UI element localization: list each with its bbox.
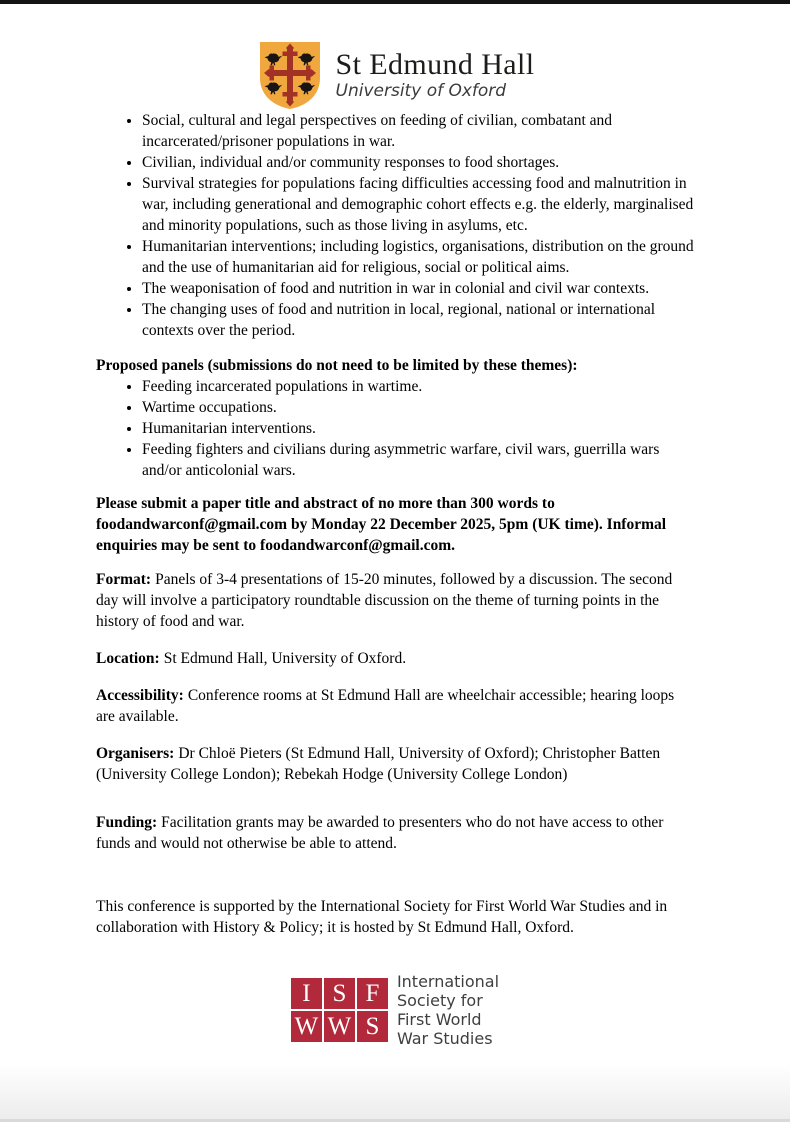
isfwws-name-line: Society for: [396, 991, 483, 1010]
accessibility-paragraph: [96, 685, 696, 727]
closing-paragraph: This conference is supported by the International Society for First World War Studies and in collaboration with History & Policy; it is hosted by St Edmund Hall, Oxford.: [96, 898, 668, 936]
isfwws-tile: S: [324, 978, 355, 1009]
isfwws-name-line: First World: [396, 1010, 482, 1029]
document-body: [96, 110, 696, 938]
location-paragraph: [96, 648, 696, 669]
format-text: Panels of 3-4 presentations of 15-20 minutes, followed by a discussion. The second day will involve a participatory roundtable discussion on the theme of turning points in the history of food and war.: [96, 571, 673, 630]
location-label: Location:: [96, 650, 160, 667]
accessibility-label: Accessibility:: [96, 687, 184, 704]
accessibility-text: Conference rooms at St Edmund Hall are wheelchair accessible; hearing loops are available.: [96, 687, 675, 725]
header-text: [336, 49, 535, 102]
isfwws-tile: S: [357, 1011, 388, 1042]
theme-item: • Humanitarian interventions; including logistics, organisations, distribution on the ground and the use of humanitarian aid for religious, social or political aims.: [142, 236, 696, 278]
organisers-paragraph: [96, 743, 696, 785]
funding-label: Funding:: [96, 814, 158, 831]
panel-item: • Wartime occupations.: [142, 397, 696, 418]
isfwws-tile: I: [291, 978, 322, 1009]
theme-item: • Civilian, individual and/or community responses to food shortages.: [142, 152, 696, 173]
panel-item: • Feeding fighters and civilians during asymmetric warfare, civil wars, guerrilla wars and/or anticolonial wars.: [142, 439, 696, 481]
isfwws-tile: W: [324, 1011, 355, 1042]
page-bottom-shadow: [0, 1064, 790, 1122]
institution-name: St Edmund Hall: [335, 47, 535, 81]
panels-list: [96, 376, 696, 481]
submission-note: Please submit a paper title and abstract of no more than 300 words to foodandwarconf@gmail.com by Monday 22 December 2025, 5pm (UK time). Informal enquiries may be sent to foodandwarconf@gmail.com.: [96, 495, 667, 554]
location-text: St Edmund Hall, University of Oxford.: [163, 650, 407, 667]
isfwws-tiles-icon: [291, 978, 388, 1042]
themes-list: [96, 110, 696, 341]
format-label: Format:: [96, 571, 152, 588]
theme-item: • The changing uses of food and nutrition in local, regional, national or international contexts over the period.: [142, 299, 696, 341]
panel-item: • Feeding incarcerated populations in wartime.: [142, 376, 696, 397]
panels-heading: Proposed panels (submissions do not need to be limited by these themes):: [96, 357, 578, 374]
institution-subtitle: University of Oxford: [335, 80, 507, 101]
isfwws-name-line: International: [396, 972, 500, 991]
isfwws-name: [397, 972, 499, 1048]
theme-item: • The weaponisation of food and nutrition in war in colonial and civil war contexts.: [142, 278, 696, 299]
theme-item: • Social, cultural and legal perspectives on feeding of civilian, combatant and incarcerated/prisoner populations in war.: [142, 110, 696, 152]
st-edmund-hall-crest-icon: [256, 40, 324, 110]
funding-text: Facilitation grants may be awarded to presenters who do not have access to other funds and would not otherwise be able to attend.: [96, 814, 664, 852]
top-border: [0, 0, 790, 4]
st-edmund-hall-logo: [0, 0, 790, 110]
organisers-text: Dr Chloë Pieters (St Edmund Hall, University of Oxford); Christopher Batten (University College London); Rebekah Hodge (University College London): [96, 745, 661, 783]
theme-item: • Survival strategies for populations facing difficulties accessing food and malnutrition in war, including generational and demographic cohort effects e.g. the elderly, marginalised and minority populations, such as those living in asylums, etc.: [142, 173, 696, 236]
format-paragraph: [96, 569, 696, 632]
funding-paragraph: [96, 812, 696, 854]
panel-item: • Humanitarian interventions.: [142, 418, 696, 439]
isfwws-tile: F: [357, 978, 388, 1009]
isfwws-tile: W: [291, 1011, 322, 1042]
isfwws-name-line: War Studies: [396, 1029, 493, 1048]
isfwws-logo: [0, 972, 790, 1048]
organisers-label: Organisers:: [96, 745, 175, 762]
